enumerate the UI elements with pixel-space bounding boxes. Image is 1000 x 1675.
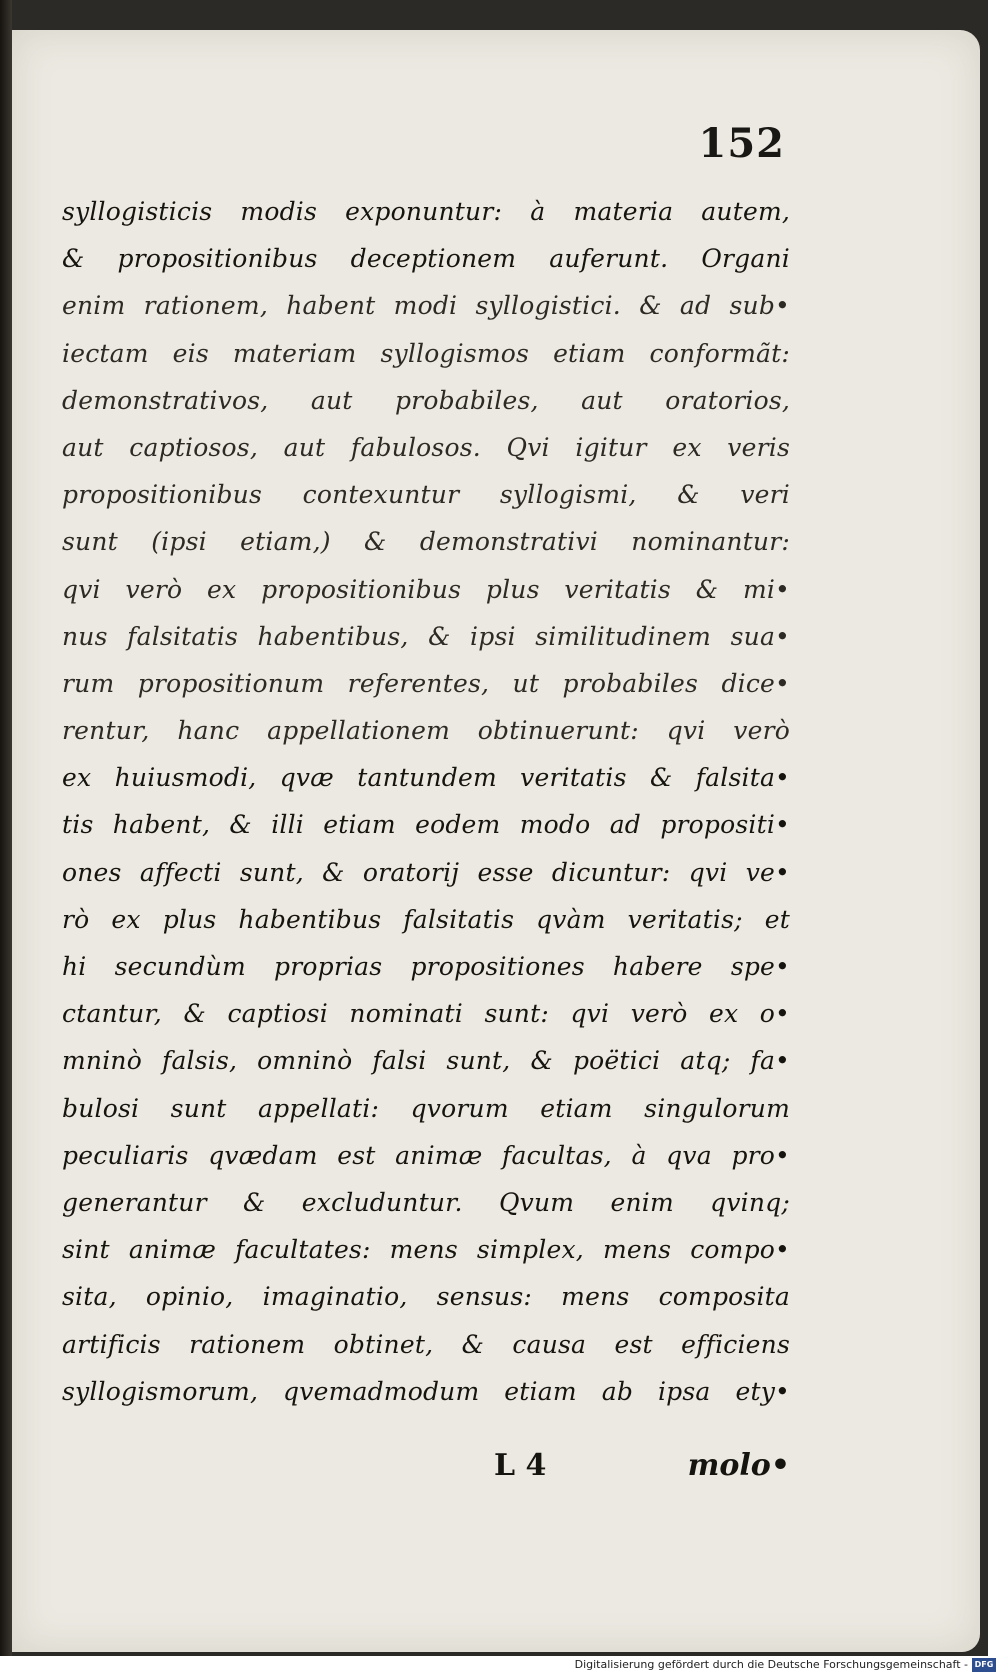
text-line: propositionibus contexuntur syllogismi, & veri [62,480,790,510]
text-line: & propositionibus deceptionem auferunt. Organi [62,244,790,274]
text-line: sunt (ipsi etiam,) & demonstrativi nominantur: [62,527,790,557]
text-line: enim rationem, habent modi syllogistici. & ad sub• [62,291,790,321]
text-line: sita, opinio, imaginatio, sensus: mens composita [62,1282,790,1312]
text-line: rò ex plus habentibus falsitatis qvàm veritatis; et [62,904,790,934]
text-line: nus falsitatis habentibus, & ipsi similitudinem sua• [62,621,790,651]
catchline [62,1448,790,1498]
text-line: mninò falsis, omninò falsi sunt, & poëtici atq; fa• [62,1046,790,1076]
dfg-logo-icon: DFG [972,1658,996,1672]
text-line: rum propositionum referentes, ut probabiles dice• [62,668,790,698]
text-line: artificis rationem obtinet, & causa est efficiens [62,1329,790,1359]
text-line: sint animæ facultates: mens simplex, mens compo• [62,1235,790,1265]
body-text [62,188,790,1415]
book-page [12,30,980,1652]
signature-mark: L 4 [494,1448,547,1483]
text-line: bulosi sunt appellati: qvorum etiam singulorum [62,1093,790,1123]
text-line: demonstrativos, aut probabiles, aut oratorios, [62,385,790,415]
text-line: hi secundùm proprias propositiones habere spe• [62,952,790,981]
book-spine-edge [0,0,12,1658]
text-line: qvi verò ex propositionibus plus veritatis & mi• [62,574,790,604]
funding-credit: Digitalisierung gefördert durch die Deutsche Forschungsgemeinschaft - [574,1658,968,1671]
text-line: generantur & excluduntur. Qvum enim qvinq; [62,1187,790,1217]
text-line: iectam eis materiam syllogismos etiam conformãt: [62,338,790,368]
text-line: aut captiosos, aut fabulosos. Qvi igitur ex veris [62,432,790,462]
text-line: peculiaris qvædam est animæ facultas, à qva pro• [62,1140,790,1170]
text-line: tis habent, & illi etiam eodem modo ad propositi• [62,810,790,840]
text-line: ctantur, & captiosi nominati sunt: qvi verò ex o• [62,999,790,1029]
page-number: 152 [698,120,785,167]
catchword: molo• [687,1448,790,1483]
text-line: rentur, hanc appellationem obtinuerunt: qvi verò [62,716,790,746]
text-line: syllogisticis modis exponuntur: à materia autem, [62,197,790,226]
text-line: syllogismorum, qvemadmodum etiam ab ipsa ety• [62,1376,790,1406]
credit-bar [0,1656,1000,1675]
text-line: ex huiusmodi, qvæ tantundem veritatis & falsita• [62,763,790,793]
text-line: ones affecti sunt, & oratorij esse dicuntur: qvi ve• [62,857,790,887]
